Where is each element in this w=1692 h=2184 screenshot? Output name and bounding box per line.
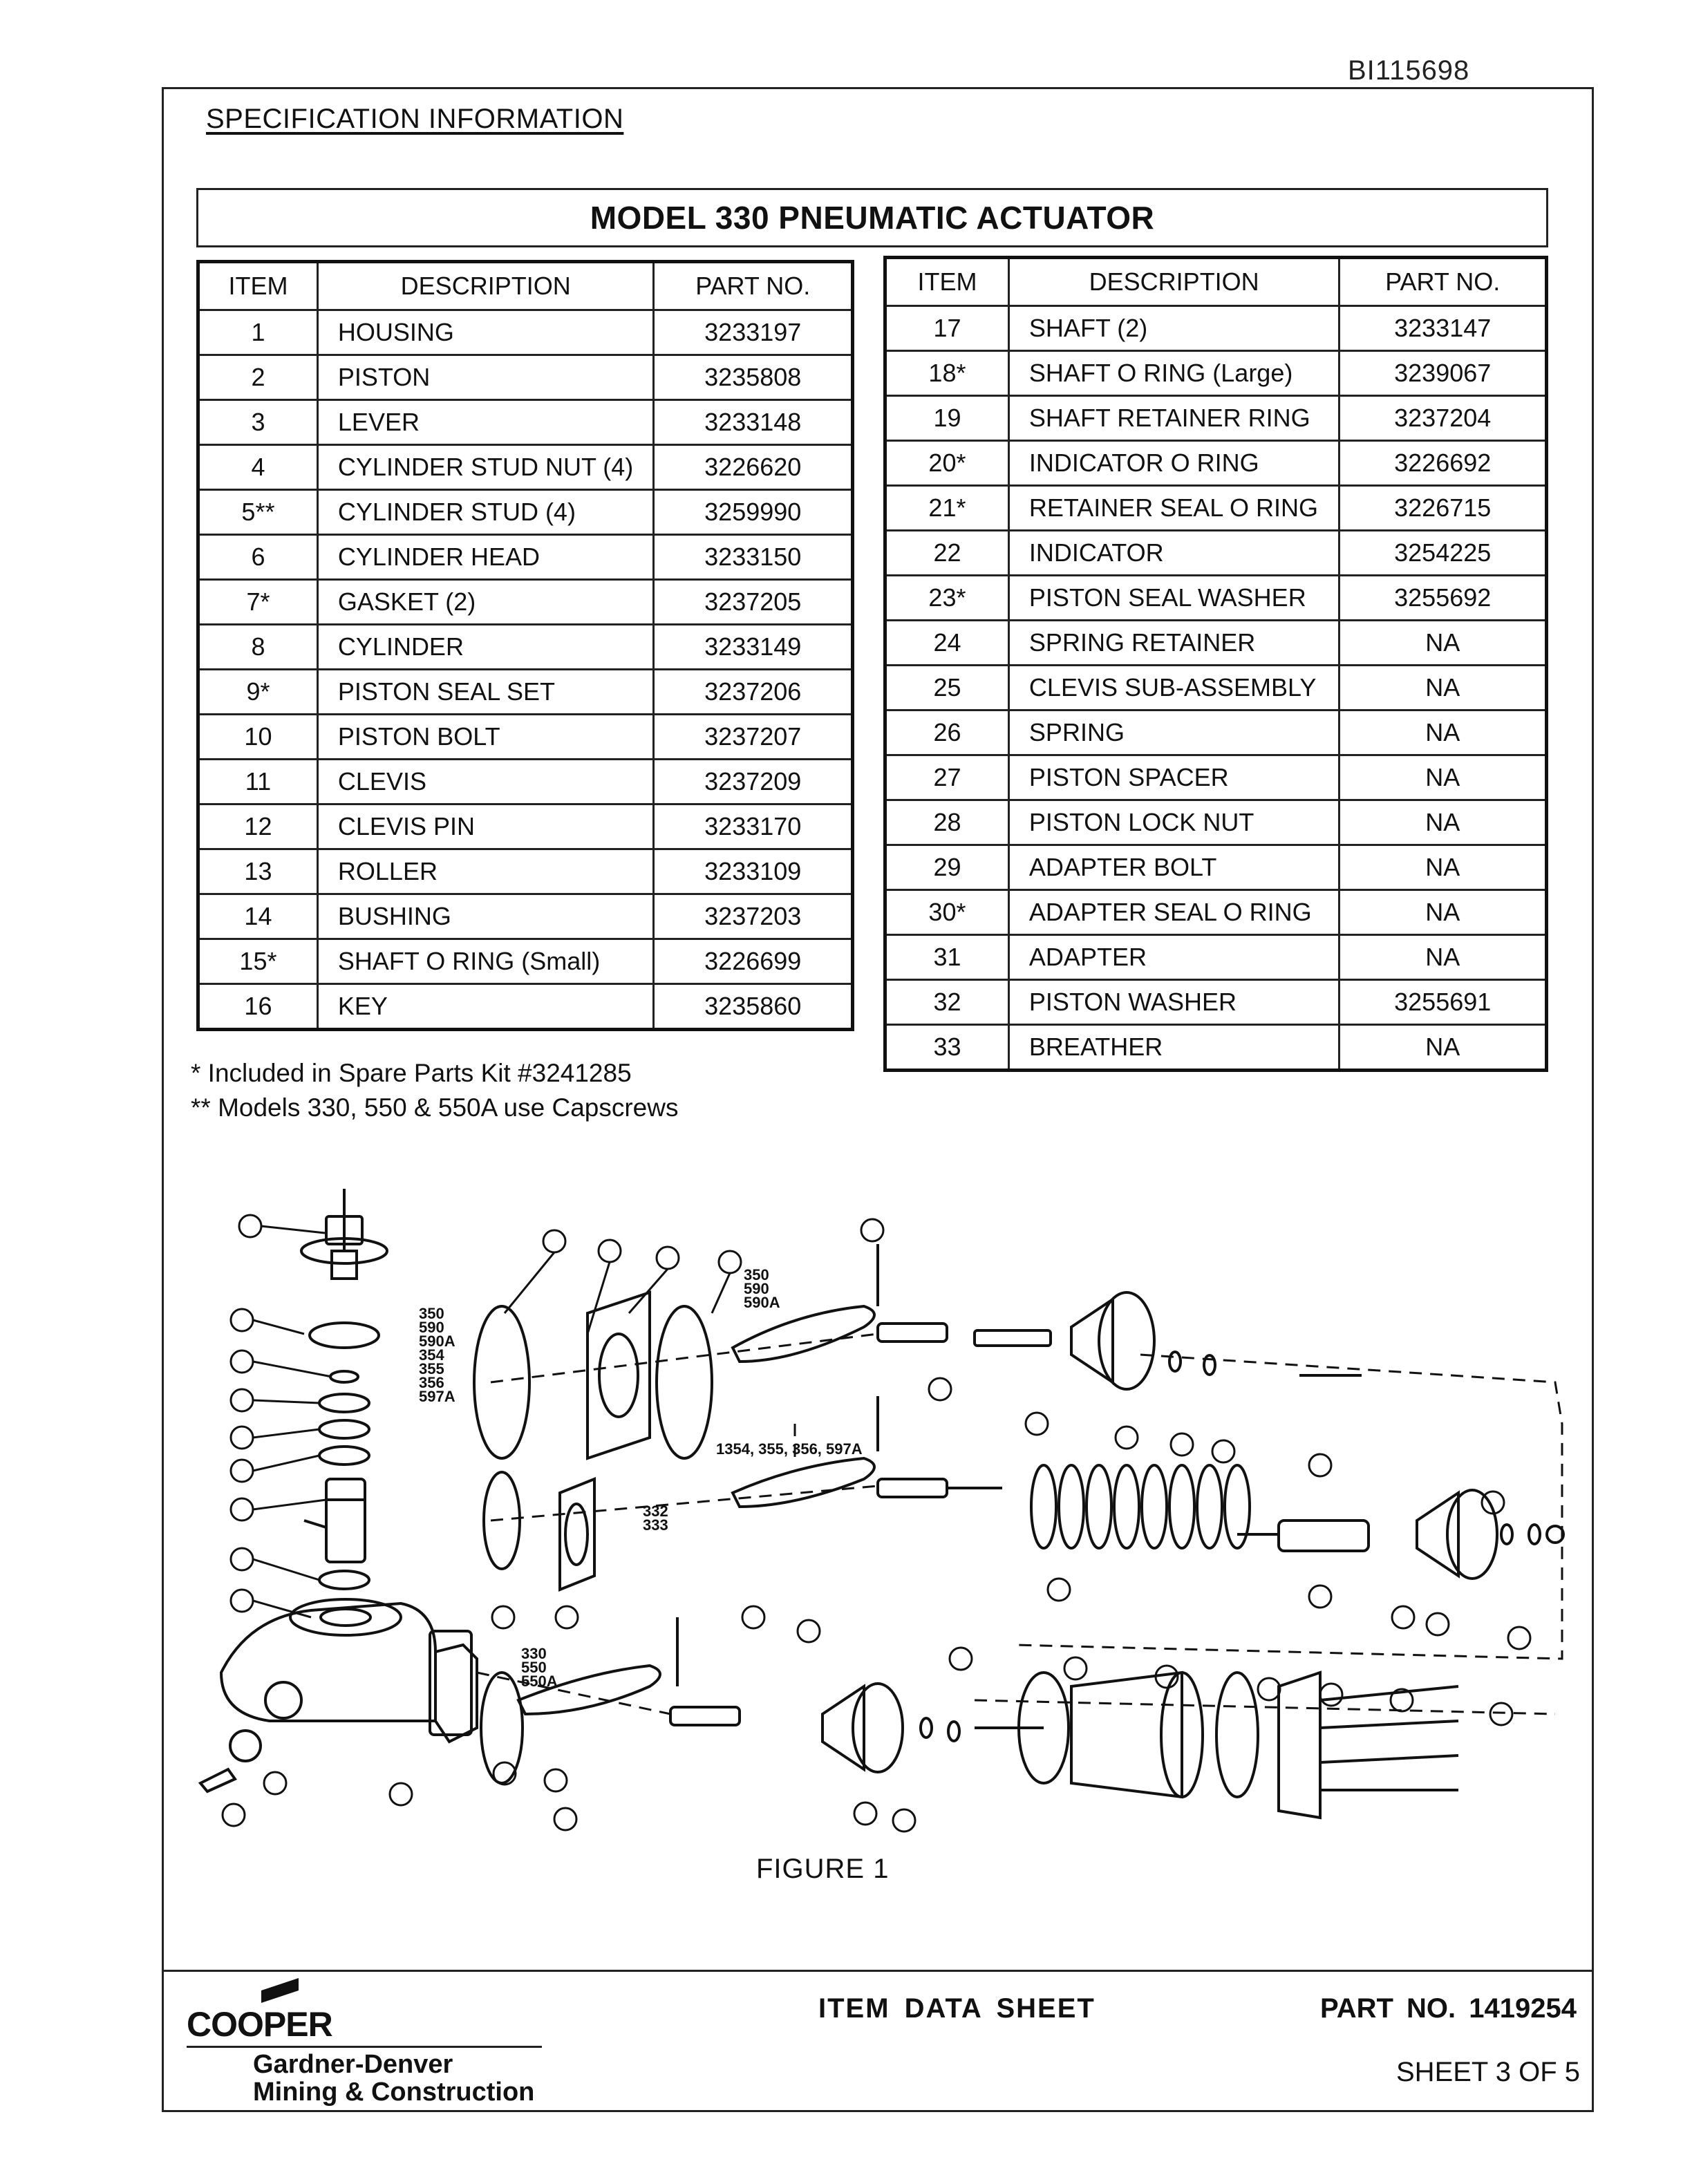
- description-cell: GASKET (2): [317, 580, 654, 625]
- description-cell: SHAFT (2): [1008, 306, 1340, 351]
- item-cell: 7*: [198, 580, 318, 625]
- part-number-cell: 3237207: [654, 715, 853, 760]
- table-row: [198, 804, 853, 849]
- description-cell: CYLINDER HEAD: [317, 535, 654, 580]
- table-row: [885, 710, 1547, 755]
- part-number-cell: 3226692: [1340, 441, 1547, 486]
- item-cell: 9*: [198, 670, 318, 715]
- table-row: [198, 670, 853, 715]
- table-row: [885, 980, 1547, 1025]
- part-number-cell: 3233109: [654, 849, 853, 894]
- part-number-cell: 3235860: [654, 984, 853, 1030]
- description-cell: ROLLER: [317, 849, 654, 894]
- description-cell: SHAFT O RING (Large): [1008, 351, 1340, 396]
- item-cell: 28: [885, 800, 1009, 845]
- model-label-b: 590: [744, 1280, 769, 1297]
- exploded-view-diagram: [173, 1175, 1583, 1894]
- part-number-cell: 3237209: [654, 760, 853, 804]
- table-row: [198, 355, 853, 400]
- sheet-number: SHEET 3 OF 5: [1396, 2057, 1581, 2087]
- table-row: [885, 666, 1547, 710]
- description-cell: PISTON: [317, 355, 654, 400]
- description-cell: CLEVIS PIN: [317, 804, 654, 849]
- item-cell: 25: [885, 666, 1009, 710]
- model-label-e: 330: [521, 1645, 547, 1662]
- clevis-shafts: [670, 1244, 1051, 1725]
- description-cell: PISTON SEAL SET: [317, 670, 654, 715]
- description-cell: ADAPTER SEAL O RING: [1008, 890, 1340, 935]
- table-row: [198, 625, 853, 670]
- model-label-d: 333: [643, 1516, 668, 1534]
- brand-name: COOPER: [187, 2005, 332, 2044]
- parts-table-right: [883, 256, 1548, 1072]
- part-number-cell: 3226699: [654, 939, 853, 984]
- page-title: MODEL 330 PNEUMATIC ACTUATOR: [196, 188, 1548, 247]
- lever-parts: [518, 1306, 874, 1714]
- item-cell: 4: [198, 445, 318, 490]
- description-cell: PISTON BOLT: [317, 715, 654, 760]
- item-data-sheet-label: ITEM DATA SHEET: [818, 1993, 1096, 2024]
- spare-parts-note: * Included in Spare Parts Kit #3241285: [191, 1059, 632, 1087]
- table-row: [885, 890, 1547, 935]
- item-cell: 29: [885, 845, 1009, 890]
- item-cell: 11: [198, 760, 318, 804]
- part-number-cell: 3255691: [1340, 980, 1547, 1025]
- table-row: [885, 576, 1547, 621]
- description-cell: CLEVIS SUB-ASSEMBLY: [1008, 666, 1340, 710]
- model-label-a: 356: [419, 1374, 444, 1391]
- description-cell: PISTON SEAL WASHER: [1008, 576, 1340, 621]
- description-cell: BREATHER: [1008, 1025, 1340, 1071]
- table-row: [885, 531, 1547, 576]
- description-cell: HOUSING: [317, 310, 654, 355]
- description-cell: RETAINER SEAL O RING: [1008, 486, 1340, 531]
- column-header-item: ITEM: [885, 258, 1009, 306]
- part-number-cell: NA: [1340, 935, 1547, 980]
- item-cell: 32: [885, 980, 1009, 1025]
- description-cell: PISTON LOCK NUT: [1008, 800, 1340, 845]
- housing-part: [200, 1599, 477, 1791]
- table-row: [885, 441, 1547, 486]
- table-row: [198, 490, 853, 535]
- part-number-cell: NA: [1340, 890, 1547, 935]
- piston-parts: [822, 1292, 1497, 1772]
- table-row: [885, 306, 1547, 351]
- item-cell: 21*: [885, 486, 1009, 531]
- part-number-cell: 3237205: [654, 580, 853, 625]
- part-number-cell: 3237206: [654, 670, 853, 715]
- table-row: [198, 400, 853, 445]
- part-number-cell: 3239067: [1340, 351, 1547, 396]
- table-row: [885, 621, 1547, 666]
- document-id: BI115698: [1348, 55, 1470, 86]
- item-cell: 3: [198, 400, 318, 445]
- description-cell: ADAPTER BOLT: [1008, 845, 1340, 890]
- model-label-e: 550A: [521, 1673, 558, 1690]
- column-header-description: DESCRIPTION: [1008, 258, 1340, 306]
- item-cell: 31: [885, 935, 1009, 980]
- model-label-a: 354: [419, 1346, 444, 1364]
- item-cell: 8: [198, 625, 318, 670]
- table-row: [885, 800, 1547, 845]
- indicator-stack: [301, 1189, 387, 1589]
- description-cell: ADAPTER: [1008, 935, 1340, 980]
- part-number-cell: 3259990: [654, 490, 853, 535]
- logo-divider: [187, 2046, 542, 2048]
- part-number-cell: NA: [1340, 621, 1547, 666]
- part-number-cell: 3237203: [654, 894, 853, 939]
- description-cell: SHAFT RETAINER RING: [1008, 396, 1340, 441]
- description-cell: KEY: [317, 984, 654, 1030]
- company-logo: [187, 1977, 560, 2107]
- model-label-a: 590: [419, 1319, 444, 1336]
- table-header-row: [198, 262, 853, 310]
- item-cell: 30*: [885, 890, 1009, 935]
- cooper-logo-mark: [256, 1977, 304, 2004]
- table-row: [198, 445, 853, 490]
- table-header-row: [885, 258, 1547, 306]
- item-cell: 12: [198, 804, 318, 849]
- column-header-item: ITEM: [198, 262, 318, 310]
- model-label-d: 332: [643, 1503, 668, 1520]
- brand-subline-2: Mining & Construction: [253, 2078, 535, 2107]
- part-number-cell: NA: [1340, 710, 1547, 755]
- description-cell: SPRING RETAINER: [1008, 621, 1340, 666]
- model-label-a: 590A: [419, 1333, 455, 1350]
- adapter-assembly: [474, 1292, 712, 1783]
- model-label-b: 350: [744, 1266, 769, 1283]
- table-row: [885, 1025, 1547, 1071]
- model-label-e: 550: [521, 1659, 547, 1676]
- item-cell: 22: [885, 531, 1009, 576]
- part-number-cell: 3233149: [654, 625, 853, 670]
- sheet-part-number: PART NO. 1419254: [1320, 1993, 1577, 2024]
- model-label-a: 597A: [419, 1388, 455, 1405]
- part-number-cell: 3233147: [1340, 306, 1547, 351]
- figure-caption: FIGURE 1: [756, 1854, 890, 1884]
- item-cell: 14: [198, 894, 318, 939]
- parts-table-left: [196, 260, 854, 1031]
- capscrews-note: ** Models 330, 550 & 550A use Capscrews: [191, 1093, 679, 1122]
- table-row: [885, 486, 1547, 531]
- table-row: [198, 760, 853, 804]
- column-header-part-no: PART NO.: [654, 262, 853, 310]
- footer-divider: [162, 1970, 1594, 1972]
- table-row: [885, 396, 1547, 441]
- part-number-cell: 3226620: [654, 445, 853, 490]
- table-row: [198, 310, 853, 355]
- part-number-cell: NA: [1340, 755, 1547, 800]
- column-header-part-no: PART NO.: [1340, 258, 1547, 306]
- description-cell: CLEVIS: [317, 760, 654, 804]
- model-label-a: 350: [419, 1305, 444, 1322]
- item-cell: 2: [198, 355, 318, 400]
- description-cell: INDICATOR: [1008, 531, 1340, 576]
- part-number-cell: 3254225: [1340, 531, 1547, 576]
- model-label-c: 1354, 355, 356, 597A: [716, 1440, 863, 1458]
- item-cell: 16: [198, 984, 318, 1030]
- part-number-cell: 3226715: [1340, 486, 1547, 531]
- part-number-cell: NA: [1340, 666, 1547, 710]
- part-number-cell: NA: [1340, 845, 1547, 890]
- item-cell: 20*: [885, 441, 1009, 486]
- brand-subline-1: Gardner-Denver: [253, 2050, 453, 2079]
- item-cell: 24: [885, 621, 1009, 666]
- description-cell: PISTON SPACER: [1008, 755, 1340, 800]
- part-number-cell: 3233150: [654, 535, 853, 580]
- table-notes: [191, 1056, 678, 1125]
- item-cell: 13: [198, 849, 318, 894]
- description-cell: BUSHING: [317, 894, 654, 939]
- table-row: [198, 535, 853, 580]
- description-cell: LEVER: [317, 400, 654, 445]
- item-cell: 1: [198, 310, 318, 355]
- item-cell: 15*: [198, 939, 318, 984]
- item-cell: 5**: [198, 490, 318, 535]
- item-cell: 27: [885, 755, 1009, 800]
- part-number-cell: 3237204: [1340, 396, 1547, 441]
- part-number-cell: 3233197: [654, 310, 853, 355]
- spec-header: SPECIFICATION INFORMATION: [206, 104, 624, 134]
- table-row: [885, 845, 1547, 890]
- table-row: [885, 935, 1547, 980]
- item-cell: 33: [885, 1025, 1009, 1071]
- part-number-cell: 3233148: [654, 400, 853, 445]
- item-cell: 18*: [885, 351, 1009, 396]
- part-number-cell: 3255692: [1340, 576, 1547, 621]
- item-cell: 26: [885, 710, 1009, 755]
- description-cell: CYLINDER STUD NUT (4): [317, 445, 654, 490]
- table-row: [885, 351, 1547, 396]
- assembly-guide-lines: [477, 1334, 1562, 1714]
- table-row: [198, 849, 853, 894]
- part-number-cell: 3233170: [654, 804, 853, 849]
- description-cell: SPRING: [1008, 710, 1340, 755]
- spring-part: [1031, 1465, 1369, 1551]
- model-label-b: 590A: [744, 1294, 780, 1311]
- description-cell: CYLINDER STUD (4): [317, 490, 654, 535]
- description-cell: INDICATOR O RING: [1008, 441, 1340, 486]
- table-row: [198, 984, 853, 1030]
- description-cell: PISTON WASHER: [1008, 980, 1340, 1025]
- model-label-a: 355: [419, 1360, 444, 1377]
- part-number-cell: 3235808: [654, 355, 853, 400]
- table-row: [198, 939, 853, 984]
- description-cell: SHAFT O RING (Small): [317, 939, 654, 984]
- item-cell: 19: [885, 396, 1009, 441]
- part-number-cell: NA: [1340, 800, 1547, 845]
- item-cell: 23*: [885, 576, 1009, 621]
- table-row: [885, 755, 1547, 800]
- part-number-cell: NA: [1340, 1025, 1547, 1071]
- item-cell: 17: [885, 306, 1009, 351]
- column-header-description: DESCRIPTION: [317, 262, 654, 310]
- item-cell: 10: [198, 715, 318, 760]
- description-cell: CYLINDER: [317, 625, 654, 670]
- table-row: [198, 580, 853, 625]
- table-row: [198, 894, 853, 939]
- table-row: [198, 715, 853, 760]
- item-cell: 6: [198, 535, 318, 580]
